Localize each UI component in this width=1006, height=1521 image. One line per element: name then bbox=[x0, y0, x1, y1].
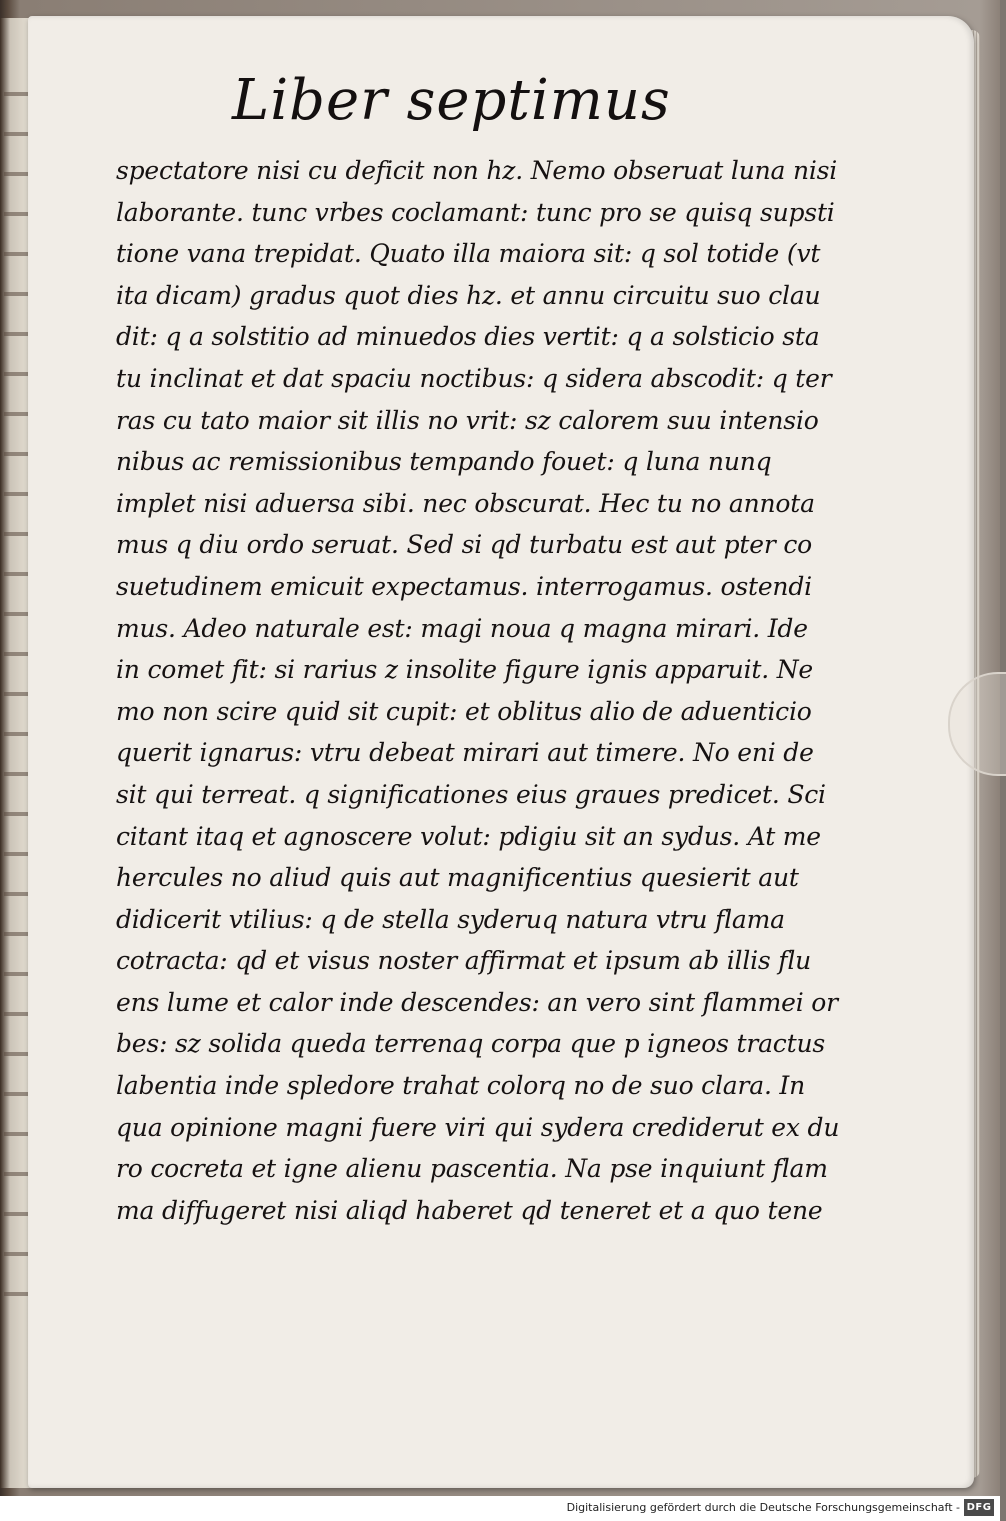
text-line: sit qui terreat. q significationes eius graues predicet. Sci bbox=[116, 779, 826, 809]
text-line: ma diffugeret nisi aliqd haberet qd teneret et a quo tene bbox=[116, 1195, 823, 1225]
text-line: nibus ac remissionibus tempando fouet: q luna nunq bbox=[116, 447, 772, 477]
text-line: didicerit vtilius: q de stella syderuq natura vtru flama bbox=[116, 904, 785, 934]
text-line: suetudinem emicuit expectamus. interrogamus. ostendi bbox=[116, 571, 812, 601]
funding-credit: Digitalisierung gefördert durch die Deutsche Forschungsgemeinschaft - bbox=[566, 1501, 960, 1514]
text-line: ro cocreta et igne alienu pascentia. Na pse inquiunt flam bbox=[116, 1154, 828, 1184]
text-line: spectatore nisi cu deficit non hz. Nemo obseruat luna nisi bbox=[116, 156, 838, 185]
text-line: cotracta: qd et visus noster affirmat et ipsum ab illis flu bbox=[116, 946, 812, 976]
text-line: hercules no aliud quis aut magnificentius quesierit aut bbox=[116, 863, 799, 893]
text-line: mus. Adeo naturale est: magi noua q magna mirari. Ide bbox=[116, 613, 808, 643]
text-line: labentia inde spledore trahat colorq no de suo clara. In bbox=[116, 1071, 806, 1101]
text-line: qua opinione magni fuere viri qui sydera crediderut ex du bbox=[116, 1112, 840, 1142]
text-line: ens lume et calor inde descendes: an vero sint flammei or bbox=[116, 987, 838, 1017]
footer-bar bbox=[0, 1496, 1000, 1521]
text-line: ras cu tato maior sit illis no vrit: sz calorem suu intensio bbox=[116, 405, 819, 435]
text-line: tione vana trepidat. Quato illa maiora sit: q sol totide (vt bbox=[116, 239, 821, 269]
text-line: laborante. tunc vrbes coclamant: tunc pro se quisq supsti bbox=[116, 197, 835, 227]
text-line: mus q diu ordo seruat. Sed si qd turbatu est aut pter co bbox=[116, 530, 813, 560]
text-line: in comet fit: si rarius z insolite figure ignis apparuit. Ne bbox=[116, 655, 813, 685]
dfg-logo: DFG bbox=[964, 1499, 994, 1516]
text-line: implet nisi aduersa sibi. nec obscurat. Hec tu no annota bbox=[116, 488, 815, 518]
text-line: tu inclinat et dat spaciu noctibus: q sidera abscodit: q ter bbox=[116, 363, 832, 393]
text-line: bes: sz solida queda terrenaq corpa que p igneos tractus bbox=[116, 1029, 825, 1059]
page-heading: Liber septimus bbox=[232, 68, 671, 133]
text-line: citant itaq et agnoscere volut: pdigiu sit an sydus. At me bbox=[116, 821, 821, 851]
text-line: mo non scire quid sit cupit: et oblitus alio de aduenticio bbox=[116, 696, 812, 726]
text-line: ita dicam) gradus quot dies hz. et annu circuitu suo clau bbox=[116, 280, 821, 310]
body-text bbox=[116, 150, 840, 1231]
text-line: dit: q a solstitio ad minuedos dies vertit: q a solsticio sta bbox=[116, 322, 820, 352]
text-line: querit ignarus: vtru debeat mirari aut timere. No eni de bbox=[116, 738, 814, 768]
